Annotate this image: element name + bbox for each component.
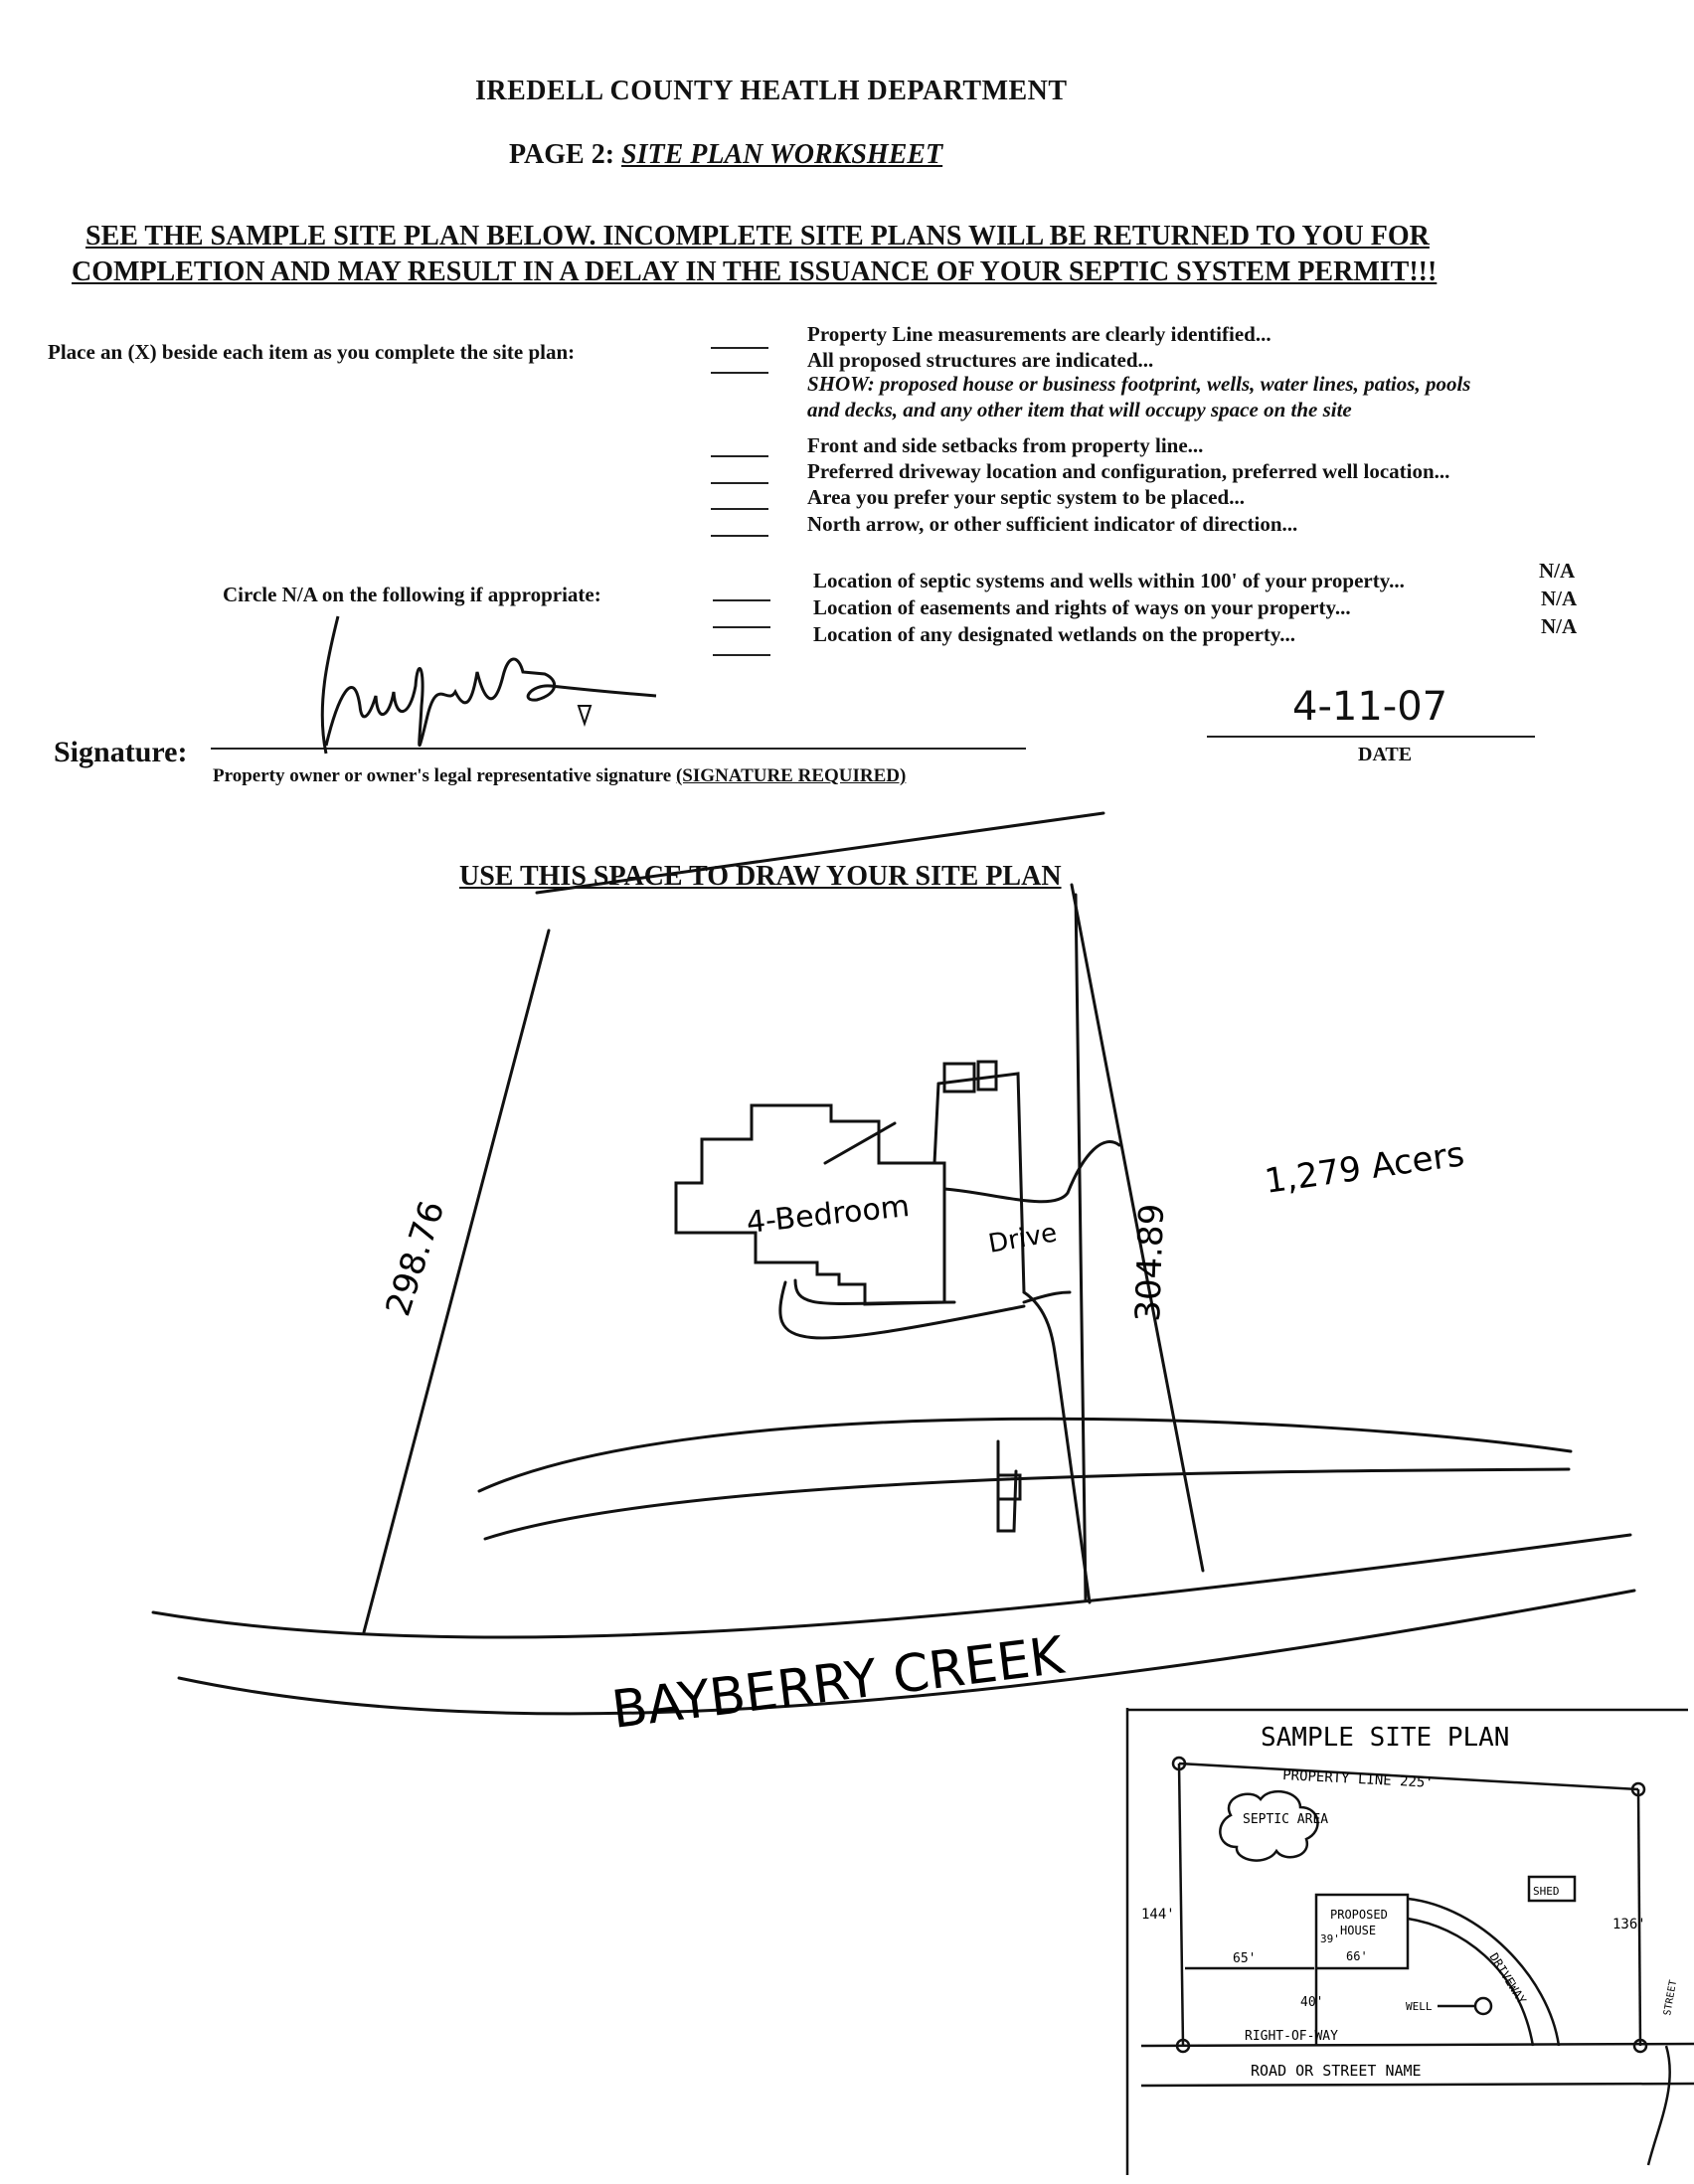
checklist-item-septic: Area you prefer your septic system to be placed... (807, 485, 1245, 509)
warning-line-2: COMPLETION AND MAY RESULT IN A DELAY IN THE ISSUANCE OF YOUR SEPTIC SYSTEM PERMIT!!! (72, 256, 1438, 287)
optional-instruction: Circle N/A on the following if appropriate: (223, 583, 601, 606)
checklist-item-north-arrow: North arrow, or other sufficient indicator of direction... (807, 512, 1298, 536)
sample-row-label: RIGHT-OF-WAY (1245, 2029, 1338, 2044)
driveway-left (1024, 1292, 1090, 1602)
sample-house-width: 66' (1346, 1949, 1368, 1963)
page-title: SITE PLAN WORKSHEET (621, 139, 943, 170)
sample-left-side: 144' (1141, 1907, 1175, 1923)
department-title: IREDELL COUNTY HEATLH DEPARTMENT (475, 76, 1068, 106)
property-line-right-inner (1076, 895, 1086, 1600)
page-prefix: PAGE 2: (509, 139, 615, 170)
walkway (780, 1280, 1024, 1338)
sample-shed-label: SHED (1533, 1885, 1560, 1898)
sample-street-label: STREET (1662, 1979, 1680, 2017)
date-value: 4-11-07 (1292, 684, 1448, 730)
sample-title: SAMPLE SITE PLAN (1261, 1723, 1510, 1753)
checklist-item-structures: All proposed structures are indicated... (807, 348, 1154, 372)
deck-rail (938, 1074, 1024, 1292)
creek-line-2 (485, 1469, 1569, 1539)
warning-line-1: SEE THE SAMPLE SITE PLAN BELOW. INCOMPLETE SITE PLANS WILL BE RETURNED TO YOU FOR (85, 221, 1430, 252)
date-label: DATE (1358, 744, 1413, 765)
sample-setback-side-label: 65' (1233, 1951, 1257, 1966)
checklist-item-property-line: Property Line measurements are clearly identified... (807, 322, 1271, 346)
house-label: 4-Bedroom (745, 1188, 912, 1241)
sample-road-line (1141, 2084, 1694, 2086)
checklist-item-show: SHOW: proposed house or business footprint, wells, water lines, patios, pools (807, 372, 1471, 396)
na-option-1[interactable]: N/A (1539, 559, 1576, 583)
sample-house-line1: PROPOSED (1330, 1908, 1388, 1922)
driveway-lower-left (998, 1441, 1016, 1531)
signature-required: (SIGNATURE REQUIRED) (675, 765, 907, 786)
deck-line (825, 1123, 895, 1163)
sample-site-plan (1121, 1708, 1694, 2184)
checklist-item-driveway: Preferred driveway location and configuration, preferred well location... (807, 459, 1450, 483)
sample-house-line2: HOUSE (1340, 1924, 1377, 1937)
optional-item-easements: Location of easements and rights of ways on your property... (813, 595, 1351, 619)
sample-right-side: 136' (1612, 1917, 1646, 1932)
sample-road-label: ROAD OR STREET NAME (1251, 2062, 1422, 2080)
drawing-heading: USE THIS SPACE TO DRAW YOUR SITE PLAN (459, 861, 1062, 892)
sample-setback-front-label: 40' (1300, 1995, 1324, 2010)
right-measure: 304.89 (1128, 1203, 1173, 1323)
sample-street-curve (1648, 2046, 1670, 2165)
left-measure: 298.76 (378, 1196, 453, 1321)
sample-driveway-label: DRIVEWAY (1486, 1950, 1529, 2007)
signature-caption-text: Property owner or owner's legal representative signature (213, 765, 672, 786)
signature-label: Signature: (54, 736, 188, 768)
driveway-loop (944, 1142, 1119, 1202)
porch (934, 1084, 938, 1163)
property-line-top (537, 813, 1103, 893)
optional-item-septic-wells: Location of septic systems and wells within 100' of your property... (813, 569, 1405, 592)
checklist-item-show-cont: and decks, and any other item that will occupy space on the site (807, 398, 1352, 421)
road-name: BAYBERRY CREEK (608, 1625, 1068, 1741)
creek-line-1 (479, 1419, 1571, 1491)
sample-septic: SEPTIC AREA (1243, 1812, 1329, 1827)
checklist-instruction: Place an (X) beside each item as you complete the site plan: (48, 340, 576, 364)
optional-item-wetlands: Location of any designated wetlands on the property... (813, 622, 1295, 646)
checklist-item-setbacks: Front and side setbacks from property line... (807, 433, 1204, 457)
sample-driveway-outer (1408, 1899, 1559, 2046)
sample-well-icon (1475, 1998, 1491, 2014)
acreage: 1,279 Acers (1262, 1134, 1467, 1202)
na-option-3[interactable]: N/A (1541, 614, 1578, 638)
sample-house-depth: 39' (1320, 1932, 1340, 1945)
sample-row-line (1141, 2044, 1694, 2046)
sample-property-left (1179, 1764, 1183, 2046)
na-option-2[interactable]: N/A (1541, 587, 1578, 610)
sample-well-label: WELL (1406, 2000, 1433, 2013)
drive-label: Drive (986, 1218, 1060, 1260)
deck-box (944, 1064, 974, 1092)
sample-property-line: PROPERTY LINE 225' (1281, 1767, 1435, 1791)
